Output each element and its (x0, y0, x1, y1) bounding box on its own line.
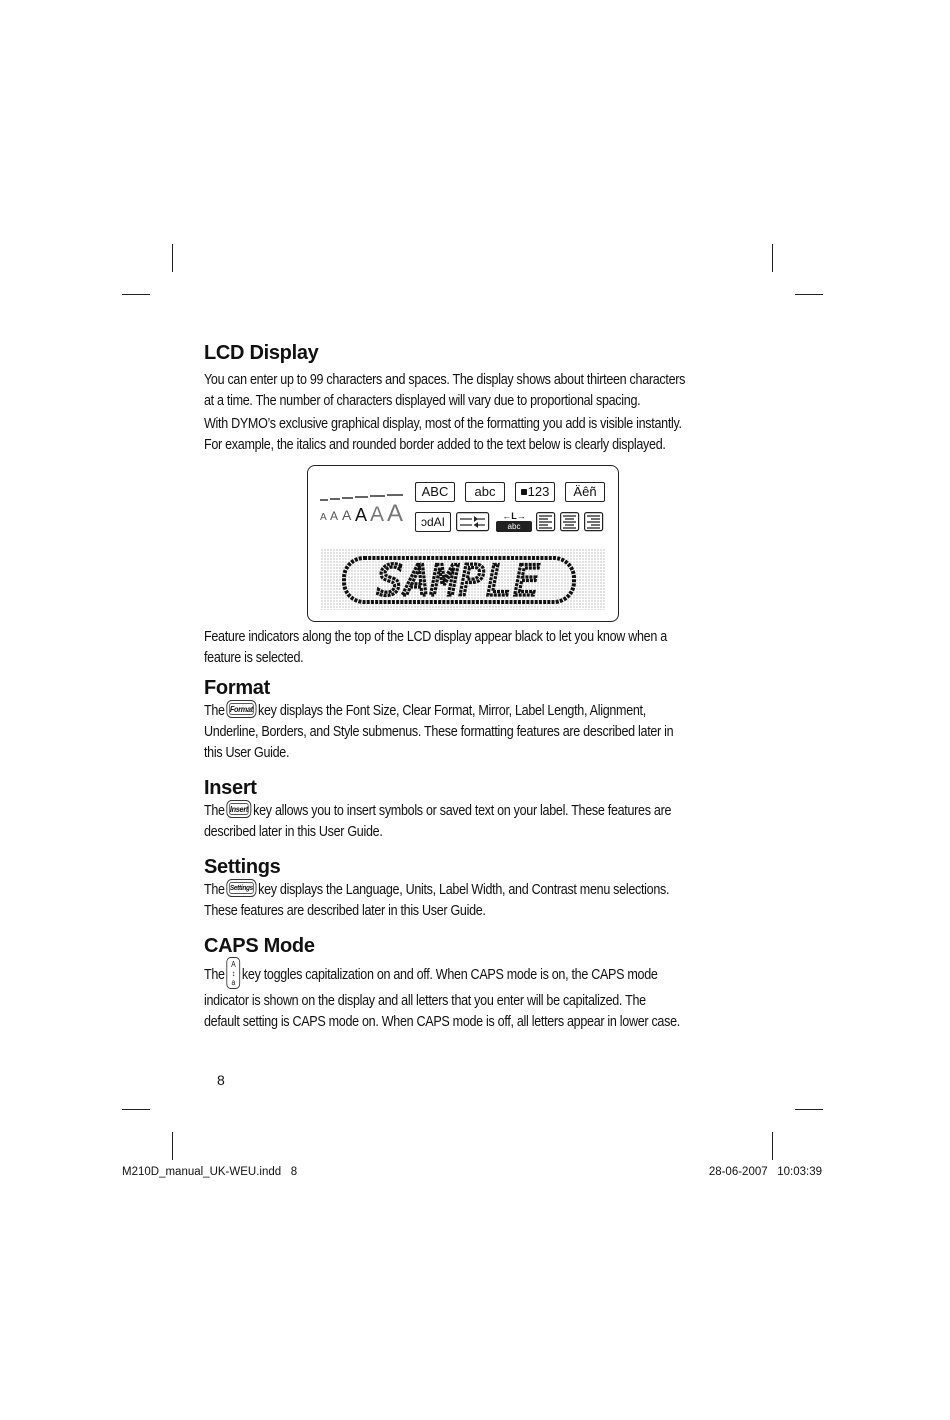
text-line: described later in this User Guide. (204, 824, 383, 840)
lcd-display-heading: LCD Display (204, 342, 319, 364)
text-line: feature is selected. (204, 650, 304, 666)
font-size-indicator (320, 494, 406, 524)
lock-icon (521, 489, 527, 495)
main-content (204, 340, 744, 456)
lowercase-indicator: abc (465, 482, 505, 502)
footer-filename: M210D_manual_UK-WEU.indd 8 (122, 1166, 298, 1178)
mirror-indicator: ɔdAI (415, 512, 451, 532)
format-paragraph (204, 701, 744, 764)
lcd-paragraph-2 (204, 414, 744, 456)
crop-mark (122, 1109, 150, 1110)
text-line: indicator is shown on the display and all letters that you enter will be capitalized. The (204, 993, 646, 1009)
text-line: The Insert key allows you to insert symbols or saved text on your label. These features are (204, 801, 671, 822)
align-right-icon (584, 512, 604, 532)
insert-key-icon: Insert (226, 800, 251, 818)
format-heading: Format (204, 677, 270, 699)
crop-mark (172, 1132, 173, 1160)
settings-paragraph (204, 880, 744, 922)
crop-mark (772, 1132, 773, 1160)
text-line: The A ↕ a key toggles capitalization on and off. When CAPS mode is on, the CAPS mode (204, 959, 658, 991)
crop-mark (795, 1109, 823, 1110)
align-left-icon (536, 512, 556, 532)
caps-key-icon: A ↕ a (226, 957, 240, 989)
tab-indicator-icon (456, 512, 490, 532)
format-key-icon: Format (226, 700, 256, 718)
text-line: Feature indicators along the top of the LCD display appear black to let you know when a (204, 629, 667, 645)
settings-heading: Settings (204, 856, 281, 878)
font-size-glyph: A (387, 500, 404, 524)
footer-datetime: 28-06-2007 10:03:39 (708, 1166, 822, 1178)
text-line: this User Guide. (204, 745, 290, 761)
caps-paragraph (204, 959, 744, 1033)
lcd-display-illustration (307, 465, 619, 622)
label-length-arrow: ←L→ (502, 511, 526, 521)
text-line: at a time. The number of characters displayed will vary due to proportional spacing. (204, 393, 641, 409)
text-line: You can enter up to 99 characters and spaces. The display shows about thirteen characters (204, 372, 686, 388)
align-center-icon (560, 512, 580, 532)
page-number: 8 (217, 1072, 225, 1088)
text-line: For example, the italics and rounded border added to the text below is clearly displayed. (204, 437, 666, 453)
sample-text-display (320, 548, 606, 610)
num-lock-indicator: 123 (515, 482, 555, 502)
label-length-indicator (496, 511, 532, 532)
caps-mode-heading: CAPS Mode (204, 935, 315, 957)
text-line: Underline, Borders, and Style submenus. These formatting features are described later in (204, 724, 674, 740)
insert-heading: Insert (204, 777, 257, 799)
settings-key-icon: Settings (226, 879, 256, 897)
accent-indicator: Äêñ (565, 482, 605, 502)
feature-indicators-paragraph (204, 627, 744, 669)
lcd-pixel-area (320, 548, 606, 610)
sample-text: SAMPLE (377, 556, 541, 605)
text-line: default setting is CAPS mode on. When CAPS mode is off, all letters appear in lower case. (204, 1014, 680, 1030)
text-line: The Settings key displays the Language, Units, Label Width, and Contrast menu selections. (204, 880, 669, 901)
crop-mark (172, 244, 173, 272)
label-length-abc: abc (496, 521, 532, 532)
crop-mark (772, 244, 773, 272)
text-line: With DYMO’s exclusive graphical display, most of the formatting you add is visible instantly. (204, 416, 682, 432)
caps-indicator: ABC (415, 482, 455, 502)
font-size-glyph: A (320, 512, 327, 523)
font-size-glyph: A (370, 503, 385, 524)
text-line: These features are described later in this User Guide. (204, 903, 486, 919)
after-lcd-content (204, 627, 744, 1033)
font-size-glyph: A (342, 507, 352, 523)
lcd-paragraph-1 (204, 370, 744, 412)
crop-mark (122, 294, 150, 295)
font-size-glyph: A (355, 505, 368, 524)
font-size-glyph: A (330, 509, 339, 523)
crop-mark (795, 294, 823, 295)
insert-paragraph (204, 801, 744, 843)
text-line: The Format key displays the Font Size, Clear Format, Mirror, Label Length, Alignment, (204, 701, 646, 722)
